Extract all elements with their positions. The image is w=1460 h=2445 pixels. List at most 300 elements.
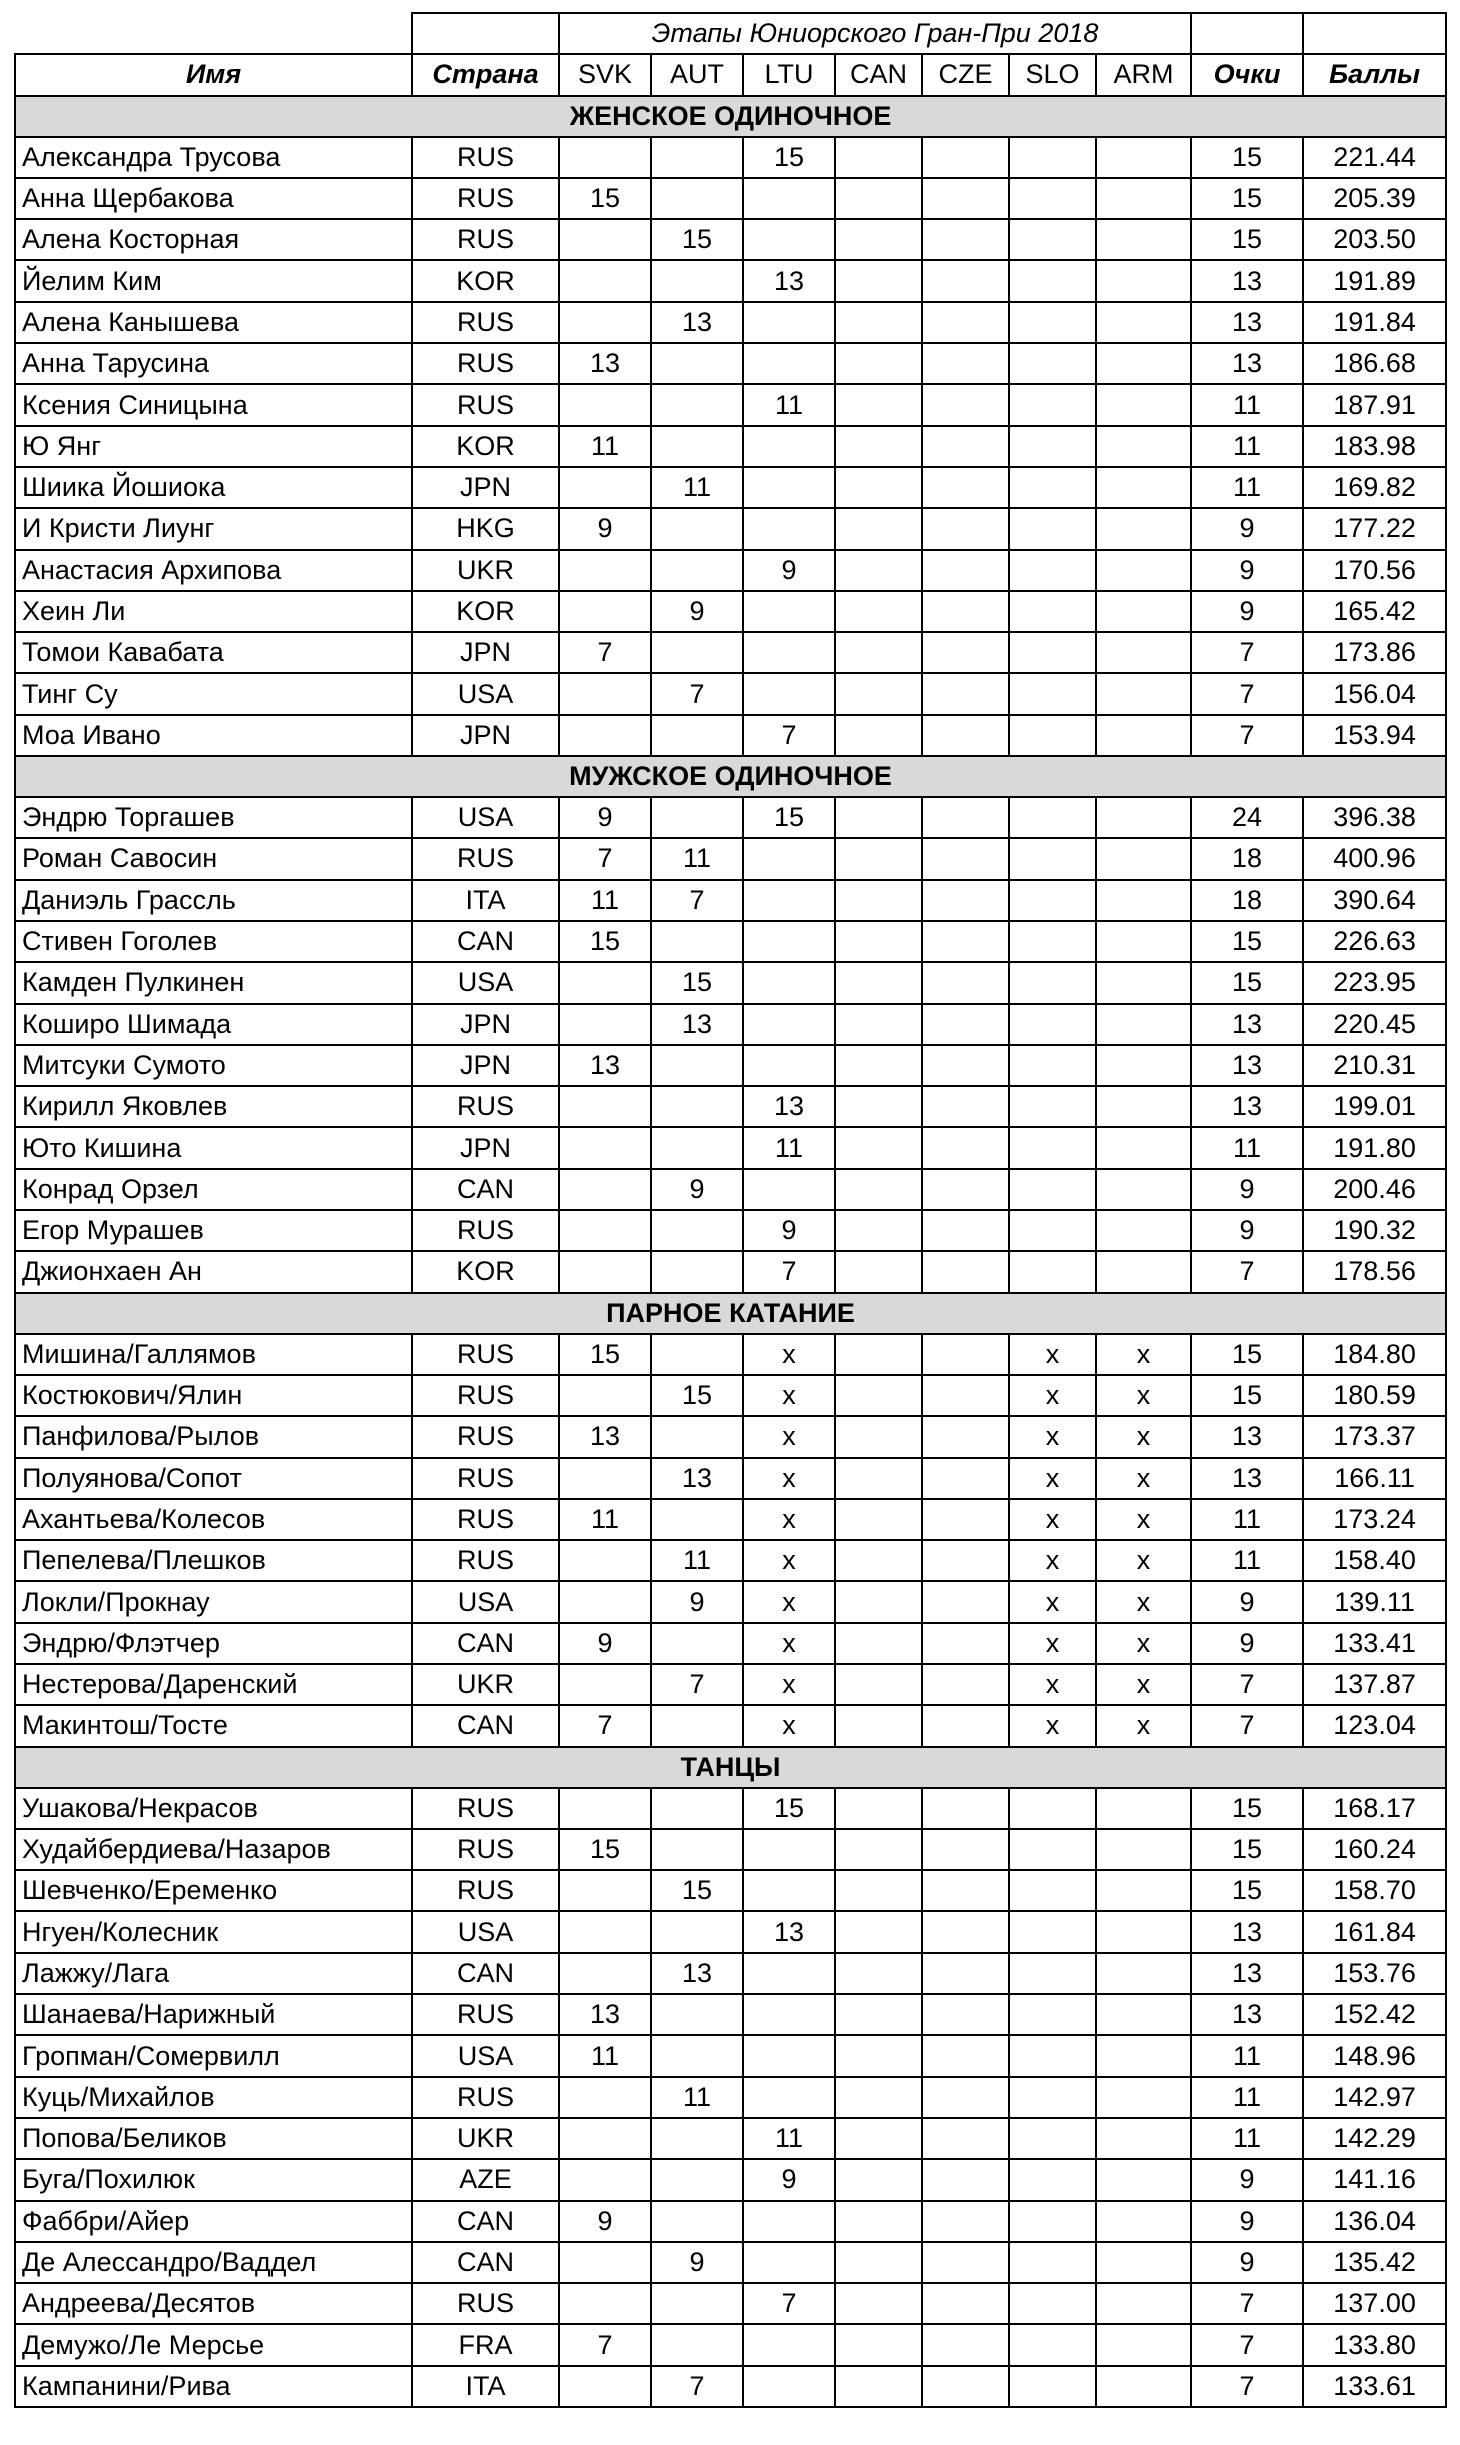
country-code: HKG — [412, 508, 559, 549]
stage-points — [743, 1169, 835, 1210]
stage-points — [922, 2118, 1009, 2159]
athlete-name: Гропман/Сомервилл — [15, 2035, 412, 2076]
table-row — [15, 384, 1446, 425]
stage-points: x — [1009, 1705, 1096, 1746]
stage-points — [1096, 2366, 1191, 2407]
total-points: 15 — [1191, 1870, 1303, 1911]
country-code: RUS — [412, 219, 559, 260]
athlete-name: И Кристи Лиунг — [15, 508, 412, 549]
table-row — [15, 1788, 1446, 1829]
athlete-name: Нгуен/Колесник — [15, 1911, 412, 1952]
table-row — [15, 1004, 1446, 1045]
total-score: 168.17 — [1303, 1788, 1446, 1829]
stage-points — [559, 1581, 651, 1622]
stage-points: 13 — [651, 302, 743, 343]
table-row — [15, 838, 1446, 879]
stage-points — [651, 2324, 743, 2365]
stage-points — [835, 1705, 922, 1746]
total-points: 7 — [1191, 1664, 1303, 1705]
stage-points — [835, 426, 922, 467]
total-score: 400.96 — [1303, 838, 1446, 879]
total-score: 173.86 — [1303, 632, 1446, 673]
stage-points — [1009, 260, 1096, 301]
stage-points — [559, 2242, 651, 2283]
stage-points — [743, 302, 835, 343]
athlete-name: Тинг Су — [15, 673, 412, 714]
stage-points — [1009, 1127, 1096, 1168]
table-row — [15, 1664, 1446, 1705]
stage-points: x — [1009, 1458, 1096, 1499]
stage-points: 11 — [743, 1127, 835, 1168]
total-points: 15 — [1191, 1375, 1303, 1416]
stage-points — [559, 1004, 651, 1045]
header-row — [15, 54, 1446, 95]
stage-points — [1096, 1251, 1191, 1292]
total-points: 15 — [1191, 962, 1303, 1003]
stage-points: x — [743, 1458, 835, 1499]
stage-points — [559, 1870, 651, 1911]
stage-points — [651, 1127, 743, 1168]
total-score: 133.41 — [1303, 1623, 1446, 1664]
stage-points: x — [743, 1705, 835, 1746]
stage-points — [835, 508, 922, 549]
stage-points — [1009, 1870, 1096, 1911]
stage-points — [922, 1911, 1009, 1952]
total-points: 15 — [1191, 178, 1303, 219]
table-row — [15, 673, 1446, 714]
header-score: Баллы — [1303, 54, 1446, 95]
stage-points — [1096, 2242, 1191, 2283]
stage-points — [835, 1375, 922, 1416]
total-score: 137.00 — [1303, 2283, 1446, 2324]
table-row — [15, 591, 1446, 632]
total-score: 191.80 — [1303, 1127, 1446, 1168]
stage-points — [651, 715, 743, 756]
stage-points — [559, 1210, 651, 1251]
stage-points — [1096, 1045, 1191, 1086]
table-row — [15, 632, 1446, 673]
country-code: JPN — [412, 715, 559, 756]
stage-points: 15 — [651, 962, 743, 1003]
stage-points — [835, 632, 922, 673]
total-score: 133.80 — [1303, 2324, 1446, 2365]
stage-points — [922, 1788, 1009, 1829]
stage-points — [559, 1169, 651, 1210]
total-points: 9 — [1191, 550, 1303, 591]
stage-points — [922, 921, 1009, 962]
stage-points — [743, 219, 835, 260]
country-code: USA — [412, 962, 559, 1003]
stage-points — [743, 1045, 835, 1086]
total-score: 178.56 — [1303, 1251, 1446, 1292]
total-points: 13 — [1191, 1911, 1303, 1952]
athlete-name: Костюкович/Ялин — [15, 1375, 412, 1416]
table-row — [15, 2077, 1446, 2118]
total-points: 9 — [1191, 1623, 1303, 1664]
stage-points — [922, 962, 1009, 1003]
stage-points — [1096, 137, 1191, 178]
table-row — [15, 921, 1446, 962]
stage-points: x — [1096, 1705, 1191, 1746]
stage-points — [651, 2159, 743, 2200]
athlete-name: Локли/Прокнау — [15, 1581, 412, 1622]
total-score: 170.56 — [1303, 550, 1446, 591]
stage-points — [1096, 921, 1191, 962]
total-points: 11 — [1191, 1499, 1303, 1540]
blank-cell — [15, 13, 412, 54]
stage-points — [743, 2242, 835, 2283]
stages-title: Этапы Юниорского Гран-При 2018 — [559, 13, 1191, 54]
stage-points: 9 — [559, 2201, 651, 2242]
stage-points: x — [1009, 1664, 1096, 1705]
stage-points — [559, 1911, 651, 1952]
stage-points — [1096, 2324, 1191, 2365]
stage-points — [1009, 2324, 1096, 2365]
stage-points — [559, 302, 651, 343]
stage-points — [559, 715, 651, 756]
stage-points — [835, 550, 922, 591]
stage-points — [743, 178, 835, 219]
stage-points: x — [1096, 1664, 1191, 1705]
stage-points — [743, 1953, 835, 1994]
country-code: RUS — [412, 1540, 559, 1581]
athlete-name: Алена Канышева — [15, 302, 412, 343]
stage-points: 11 — [743, 384, 835, 425]
stage-points — [1009, 2201, 1096, 2242]
stage-points: 7 — [743, 1251, 835, 1292]
stage-points — [922, 2077, 1009, 2118]
stage-points — [1009, 384, 1096, 425]
country-code: RUS — [412, 1870, 559, 1911]
stage-points — [922, 2366, 1009, 2407]
athlete-name: Алена Косторная — [15, 219, 412, 260]
stage-points: 9 — [651, 1581, 743, 1622]
stage-points — [922, 1416, 1009, 1457]
athlete-name: Егор Мурашев — [15, 1210, 412, 1251]
table-row — [15, 1127, 1446, 1168]
stage-points — [743, 508, 835, 549]
stage-points — [651, 1251, 743, 1292]
stage-points — [651, 1499, 743, 1540]
total-score: 173.24 — [1303, 1499, 1446, 1540]
stage-points — [1009, 1251, 1096, 1292]
stage-points — [922, 1045, 1009, 1086]
total-points: 11 — [1191, 1127, 1303, 1168]
stage-points — [559, 1375, 651, 1416]
athlete-name: Роман Савосин — [15, 838, 412, 879]
total-points: 7 — [1191, 673, 1303, 714]
total-points: 7 — [1191, 1251, 1303, 1292]
stage-points — [1096, 219, 1191, 260]
stage-points — [922, 715, 1009, 756]
stage-points — [1096, 260, 1191, 301]
stage-points — [743, 2077, 835, 2118]
stage-points: 15 — [743, 797, 835, 838]
table-row — [15, 2366, 1446, 2407]
total-score: 161.84 — [1303, 1911, 1446, 1952]
header-stage: LTU — [743, 54, 835, 95]
stage-points: 9 — [559, 797, 651, 838]
stage-points — [743, 962, 835, 1003]
athlete-name: Макинтош/Тосте — [15, 1705, 412, 1746]
athlete-name: Попова/Беликов — [15, 2118, 412, 2159]
total-points: 9 — [1191, 1581, 1303, 1622]
stage-points — [835, 2035, 922, 2076]
stage-points — [651, 178, 743, 219]
athlete-name: Анна Тарусина — [15, 343, 412, 384]
stage-points — [651, 2283, 743, 2324]
stage-points: x — [1009, 1375, 1096, 1416]
stage-points — [922, 384, 1009, 425]
country-code: RUS — [412, 1086, 559, 1127]
stage-points — [651, 137, 743, 178]
country-code: RUS — [412, 1416, 559, 1457]
stage-points — [922, 2035, 1009, 2076]
country-code: RUS — [412, 2077, 559, 2118]
athlete-name: Юто Кишина — [15, 1127, 412, 1168]
stage-points — [922, 1458, 1009, 1499]
total-score: 153.76 — [1303, 1953, 1446, 1994]
stage-points — [922, 1664, 1009, 1705]
total-points: 18 — [1191, 880, 1303, 921]
stage-points — [922, 2159, 1009, 2200]
stage-points — [559, 260, 651, 301]
table-row — [15, 797, 1446, 838]
stage-points — [835, 219, 922, 260]
total-points: 11 — [1191, 1540, 1303, 1581]
total-points: 11 — [1191, 2118, 1303, 2159]
stage-points — [1009, 2077, 1096, 2118]
stage-points — [835, 1045, 922, 1086]
total-points: 9 — [1191, 2242, 1303, 2283]
table-row — [15, 508, 1446, 549]
stage-points — [835, 1416, 922, 1457]
stage-points: 9 — [559, 1623, 651, 1664]
stage-points — [743, 1870, 835, 1911]
table-row — [15, 550, 1446, 591]
stage-points: 13 — [651, 1953, 743, 1994]
table-row — [15, 1086, 1446, 1127]
athlete-name: Камден Пулкинен — [15, 962, 412, 1003]
table-row — [15, 1499, 1446, 1540]
stage-points — [1096, 591, 1191, 632]
stage-points — [835, 1953, 922, 1994]
country-code: UKR — [412, 550, 559, 591]
stage-points: 7 — [559, 632, 651, 673]
stage-points: x — [743, 1375, 835, 1416]
stage-points: x — [1096, 1581, 1191, 1622]
table-row — [15, 1375, 1446, 1416]
blank-cell — [1191, 13, 1303, 54]
table-row — [15, 2201, 1446, 2242]
stage-points — [559, 591, 651, 632]
stage-points: 13 — [559, 1045, 651, 1086]
stage-points — [743, 632, 835, 673]
table-row — [15, 426, 1446, 467]
athlete-name: Томои Кавабата — [15, 632, 412, 673]
total-points: 13 — [1191, 1953, 1303, 1994]
stage-points — [922, 508, 1009, 549]
stage-points — [1096, 2077, 1191, 2118]
athlete-name: Ю Янг — [15, 426, 412, 467]
total-score: 133.61 — [1303, 2366, 1446, 2407]
stage-points: 11 — [651, 467, 743, 508]
athlete-name: Анастасия Архипова — [15, 550, 412, 591]
stage-points: 7 — [651, 673, 743, 714]
stage-points — [559, 1540, 651, 1581]
table-row — [15, 2035, 1446, 2076]
country-code: RUS — [412, 1375, 559, 1416]
stage-points: 7 — [651, 880, 743, 921]
total-score: 160.24 — [1303, 1829, 1446, 1870]
stage-points — [559, 1086, 651, 1127]
country-code: RUS — [412, 1994, 559, 2035]
stage-points: 13 — [559, 1416, 651, 1457]
section-title: ЖЕНСКОЕ ОДИНОЧНОЕ — [15, 96, 1446, 137]
athlete-name: Конрад Орзел — [15, 1169, 412, 1210]
stage-points — [559, 1953, 651, 1994]
total-points: 15 — [1191, 1788, 1303, 1829]
country-code: JPN — [412, 632, 559, 673]
stage-points — [743, 880, 835, 921]
table-row — [15, 2118, 1446, 2159]
stage-points — [1096, 343, 1191, 384]
section-row — [15, 1747, 1446, 1788]
stage-points — [559, 467, 651, 508]
table-row — [15, 1045, 1446, 1086]
country-code: RUS — [412, 2283, 559, 2324]
stage-points — [559, 137, 651, 178]
stage-points — [559, 1788, 651, 1829]
stage-points — [922, 467, 1009, 508]
stage-points — [1009, 673, 1096, 714]
stage-points: x — [1009, 1416, 1096, 1457]
stage-points — [651, 550, 743, 591]
stage-points — [1096, 426, 1191, 467]
country-code: RUS — [412, 178, 559, 219]
stage-points — [922, 1953, 1009, 1994]
country-code: JPN — [412, 1004, 559, 1045]
total-points: 9 — [1191, 1169, 1303, 1210]
table-row — [15, 1581, 1446, 1622]
stage-points — [922, 1127, 1009, 1168]
stage-points — [922, 2242, 1009, 2283]
header-stage: SLO — [1009, 54, 1096, 95]
stage-points — [651, 343, 743, 384]
stage-points — [835, 1911, 922, 1952]
table-row — [15, 1870, 1446, 1911]
table-row — [15, 260, 1446, 301]
stage-points: x — [1009, 1540, 1096, 1581]
stage-points — [922, 1705, 1009, 1746]
athlete-name: Панфилова/Рылов — [15, 1416, 412, 1457]
total-score: 199.01 — [1303, 1086, 1446, 1127]
athlete-name: Шиика Йошиока — [15, 467, 412, 508]
stage-points: x — [1096, 1623, 1191, 1664]
stage-points — [835, 467, 922, 508]
athlete-name: Коширо Шимада — [15, 1004, 412, 1045]
total-points: 7 — [1191, 1705, 1303, 1746]
stage-points — [922, 1210, 1009, 1251]
stage-points: x — [1096, 1458, 1191, 1499]
results-sheet — [14, 12, 1447, 2408]
stage-points — [1009, 137, 1096, 178]
stage-points: 9 — [743, 550, 835, 591]
stage-points — [922, 178, 1009, 219]
stage-points: x — [743, 1581, 835, 1622]
athlete-name: Моа Ивано — [15, 715, 412, 756]
stage-points — [1009, 1788, 1096, 1829]
stage-points — [835, 2324, 922, 2365]
country-code: USA — [412, 1581, 559, 1622]
total-points: 11 — [1191, 426, 1303, 467]
stage-points — [835, 1664, 922, 1705]
country-code: KOR — [412, 426, 559, 467]
header-stage: ARM — [1096, 54, 1191, 95]
table-row — [15, 1829, 1446, 1870]
total-score: 396.38 — [1303, 797, 1446, 838]
country-code: CAN — [412, 1623, 559, 1664]
total-points: 13 — [1191, 343, 1303, 384]
stage-points — [1096, 1086, 1191, 1127]
stage-points — [743, 343, 835, 384]
total-score: 156.04 — [1303, 673, 1446, 714]
stage-points — [835, 880, 922, 921]
stage-points — [1009, 467, 1096, 508]
stage-points — [1009, 1911, 1096, 1952]
stage-points — [1096, 178, 1191, 219]
athlete-name: Кирилл Яковлев — [15, 1086, 412, 1127]
stage-points — [922, 1829, 1009, 1870]
stage-points — [922, 1086, 1009, 1127]
stage-points: x — [1009, 1499, 1096, 1540]
stage-points: 13 — [651, 1004, 743, 1045]
stage-points — [743, 1994, 835, 2035]
country-code: AZE — [412, 2159, 559, 2200]
stage-points: 13 — [743, 1086, 835, 1127]
country-code: RUS — [412, 1458, 559, 1499]
stage-points — [835, 2242, 922, 2283]
total-score: 210.31 — [1303, 1045, 1446, 1086]
stage-points — [922, 1540, 1009, 1581]
stage-points — [835, 1581, 922, 1622]
stage-points — [651, 1086, 743, 1127]
stage-points: 13 — [743, 260, 835, 301]
total-score: 165.42 — [1303, 591, 1446, 632]
table-row — [15, 1994, 1446, 2035]
stage-points: x — [1096, 1499, 1191, 1540]
stage-points — [1096, 1169, 1191, 1210]
stage-points — [922, 2201, 1009, 2242]
stage-points — [835, 2159, 922, 2200]
stage-points — [835, 2201, 922, 2242]
title-row — [15, 13, 1446, 54]
country-code: KOR — [412, 1251, 559, 1292]
header-points: Очки — [1191, 54, 1303, 95]
stage-points — [1009, 1169, 1096, 1210]
total-score: 152.42 — [1303, 1994, 1446, 2035]
stage-points — [1009, 715, 1096, 756]
stage-points — [1096, 1210, 1191, 1251]
stage-points — [835, 260, 922, 301]
athlete-name: Анна Щербакова — [15, 178, 412, 219]
athlete-name: Митсуки Сумото — [15, 1045, 412, 1086]
stage-points: x — [743, 1416, 835, 1457]
stage-points — [651, 632, 743, 673]
stage-points — [651, 1829, 743, 1870]
table-row — [15, 1210, 1446, 1251]
stage-points — [1009, 797, 1096, 838]
